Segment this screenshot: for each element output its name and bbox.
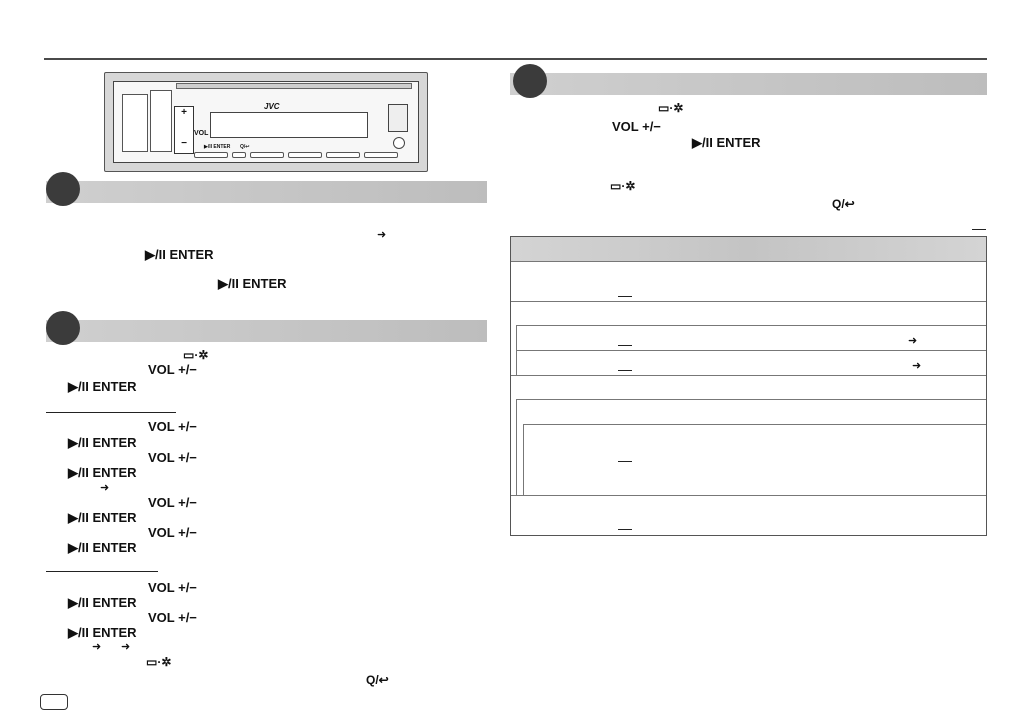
table-row-divider bbox=[516, 325, 986, 326]
arrow-icon: ➜ bbox=[908, 335, 918, 347]
arrow-icon: ➜ bbox=[912, 360, 922, 372]
page-badge bbox=[40, 694, 68, 710]
default-mark bbox=[618, 296, 632, 297]
enter-button-label: ▶/II ENTER bbox=[68, 435, 137, 450]
settings-table bbox=[510, 236, 987, 536]
vol-label: VOL bbox=[194, 130, 209, 137]
enter-button-label: ▶/II ENTER bbox=[68, 540, 137, 555]
vol-knob-label: VOL +/− bbox=[148, 362, 197, 377]
preset-button-4 bbox=[364, 152, 398, 158]
default-mark bbox=[618, 529, 632, 530]
brand-logo: JVC bbox=[264, 102, 280, 111]
vol-knob-label: VOL +/− bbox=[148, 495, 197, 510]
section-2-bar bbox=[46, 320, 487, 342]
table-row-divider bbox=[516, 399, 986, 400]
preset-button-3 bbox=[326, 152, 360, 158]
section-3-bar bbox=[510, 73, 987, 95]
arrow-icon: ➜ bbox=[377, 229, 387, 241]
enter-button-label: ▶/II ENTER bbox=[68, 595, 137, 610]
aux-jack-icon bbox=[393, 137, 405, 149]
device-display bbox=[210, 112, 368, 138]
search-button-label: Q/↩ bbox=[240, 144, 250, 150]
vol-plus-mark: + bbox=[181, 107, 187, 118]
sub-heading-underline bbox=[46, 571, 158, 572]
vol-knob-label: VOL +/− bbox=[148, 580, 197, 595]
default-mark bbox=[972, 229, 986, 230]
enter-button-label: ▶/II ENTER bbox=[68, 625, 137, 640]
settings-table-header bbox=[511, 237, 986, 261]
default-mark bbox=[618, 461, 632, 462]
detach-panel bbox=[122, 94, 148, 152]
enter-button bbox=[194, 152, 228, 158]
menu-settings-icon: ▭·✲ bbox=[146, 655, 172, 669]
power-knob-area bbox=[150, 90, 172, 152]
table-indent-line bbox=[523, 424, 524, 495]
enter-button-label: ▶/II ENTER bbox=[68, 465, 137, 480]
car-stereo-illustration bbox=[104, 72, 428, 172]
volume-knob bbox=[174, 106, 194, 154]
vol-knob-label: VOL +/− bbox=[148, 525, 197, 540]
table-row-divider bbox=[511, 261, 986, 262]
vol-knob-label: VOL +/− bbox=[148, 450, 197, 465]
table-row-divider bbox=[511, 375, 986, 376]
search-back-icon: Q/↩ bbox=[832, 197, 855, 211]
table-indent-line bbox=[516, 399, 517, 495]
enter-button-label: ▶/II ENTER bbox=[145, 247, 214, 262]
enter-button-label: ▶/II ENTER bbox=[68, 510, 137, 525]
arrow-icon: ➜ bbox=[100, 482, 110, 494]
menu-settings-icon: ▭·✲ bbox=[610, 179, 636, 193]
section-1-number-circle bbox=[46, 172, 80, 206]
default-mark bbox=[618, 345, 632, 346]
search-button bbox=[232, 152, 246, 158]
top-rule bbox=[44, 58, 987, 60]
default-mark bbox=[618, 370, 632, 371]
vol-knob-label: VOL +/− bbox=[148, 419, 197, 434]
preset-buttons bbox=[194, 144, 424, 160]
table-row-divider bbox=[516, 350, 986, 351]
enter-button-label: ▶/II ENTER bbox=[68, 379, 137, 394]
usb-port-icon bbox=[388, 104, 408, 132]
section-3-number-circle bbox=[513, 64, 547, 98]
menu-settings-icon: ▭·✲ bbox=[658, 101, 684, 115]
faceplate bbox=[113, 81, 419, 163]
enter-button-label: ▶/II ENTER bbox=[204, 144, 231, 150]
vol-knob-label: VOL +/− bbox=[148, 610, 197, 625]
section-1-bar bbox=[46, 181, 487, 203]
arrow-icon: ➜ bbox=[121, 641, 131, 653]
table-row-divider bbox=[511, 495, 986, 496]
search-back-icon: Q/↩ bbox=[366, 673, 389, 687]
menu-settings-icon: ▭·✲ bbox=[183, 348, 209, 362]
enter-button-label: ▶/II ENTER bbox=[692, 135, 761, 150]
disc-slot bbox=[176, 83, 412, 89]
preset-button-2 bbox=[288, 152, 322, 158]
vol-knob-label: VOL +/− bbox=[612, 119, 661, 134]
arrow-icon: ➜ bbox=[92, 641, 102, 653]
table-row-divider bbox=[523, 424, 986, 425]
preset-button-1 bbox=[250, 152, 284, 158]
vol-minus-mark: − bbox=[181, 138, 187, 149]
table-row-divider bbox=[511, 301, 986, 302]
section-2-number-circle bbox=[46, 311, 80, 345]
sub-heading-underline bbox=[46, 412, 176, 413]
enter-button-label: ▶/II ENTER bbox=[218, 276, 287, 291]
